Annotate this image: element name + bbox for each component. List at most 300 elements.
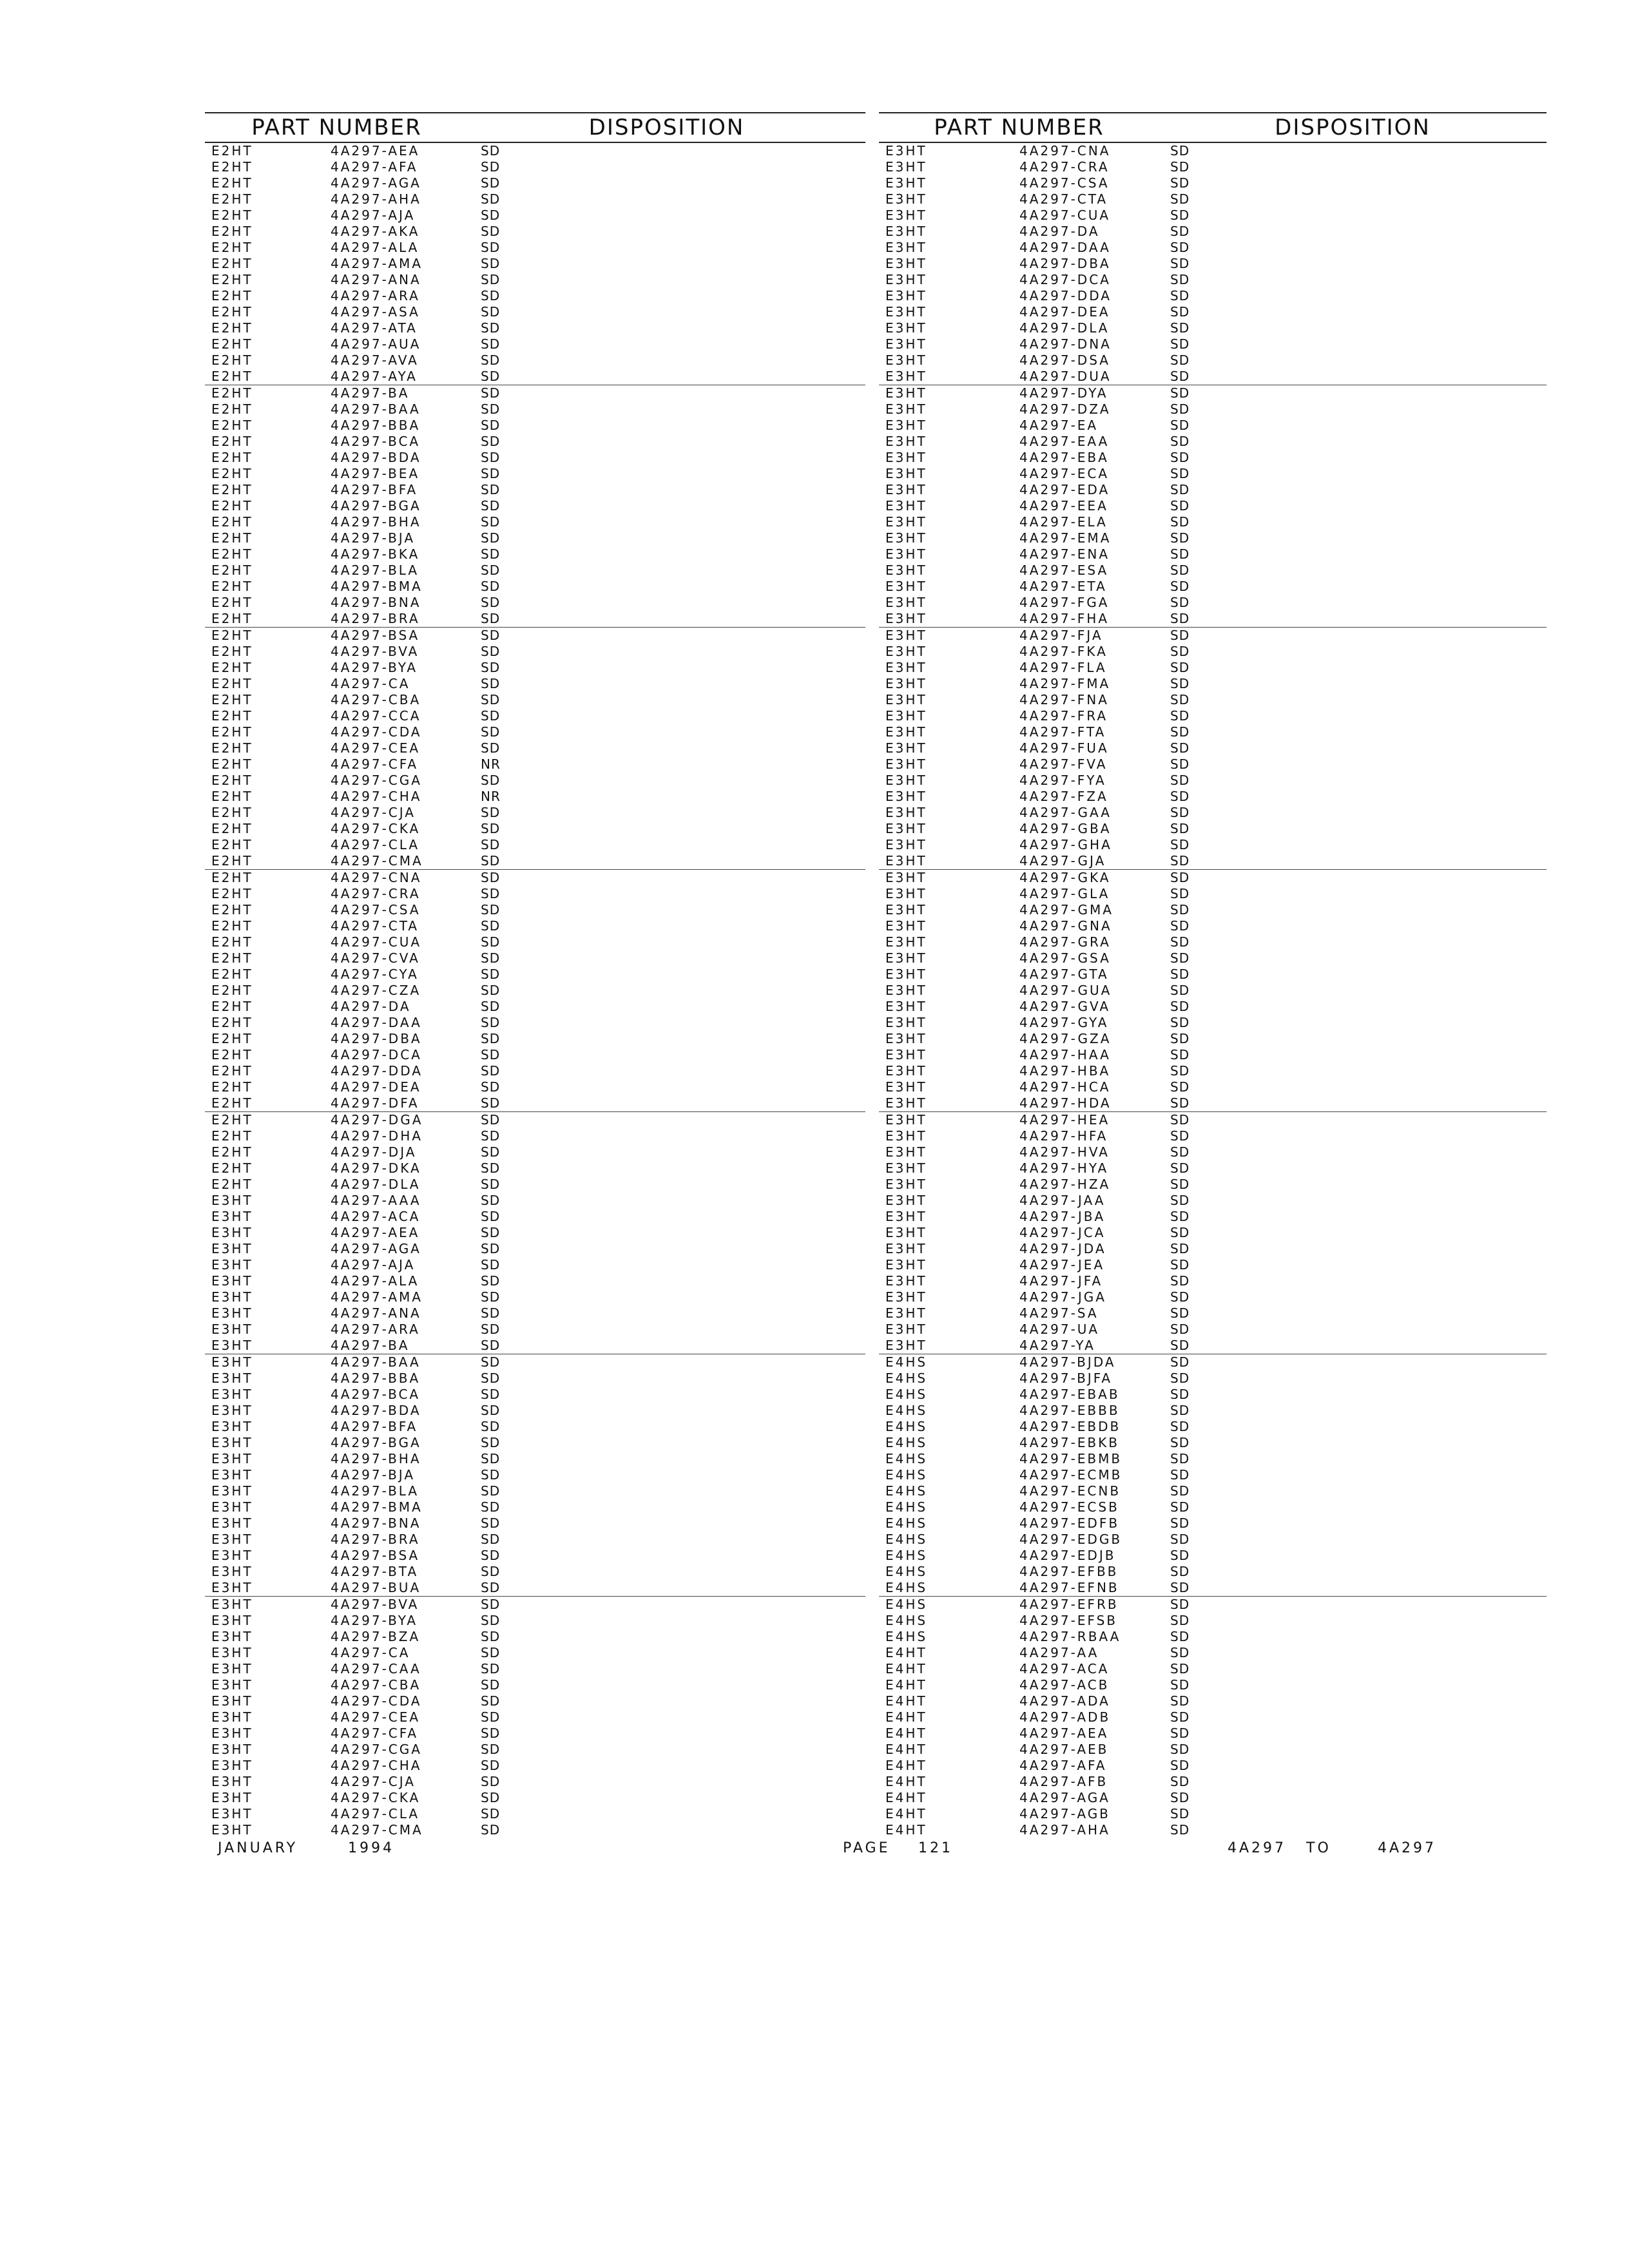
table-row [205,272,865,288]
table-row [879,159,1547,175]
part-number-cell: 4A297-JEA [1019,1257,1105,1273]
disposition-cell: SD [1170,1257,1190,1273]
disposition-cell: SD [1170,1095,1190,1111]
part-number-cell: 4A297-CKA [331,821,421,836]
table-row [879,692,1547,708]
disposition-cell: SD [481,466,501,481]
table-row [879,934,1547,950]
table-row [205,579,865,595]
disposition-cell: SD [1170,789,1190,804]
prefix-cell: E3HT [885,821,927,836]
table-row [205,1128,865,1144]
disposition-cell: SD [481,870,501,885]
part-number-cell: 4A297-GSA [1019,950,1111,966]
disposition-cell: SD [481,562,501,578]
disposition-cell: SD [1170,336,1190,352]
part-number-cell: 4A297-BFA [331,482,418,497]
disposition-cell: SD [481,191,501,207]
table-row [205,1112,865,1128]
table-row [205,595,865,611]
part-number-cell: 4A297-AEA [331,143,420,159]
part-number-cell: 4A297-BCA [331,434,421,449]
part-number-cell: 4A297-DFA [331,1095,419,1111]
part-number-cell: 4A297-AEA [1019,1725,1109,1741]
table-row [879,611,1547,628]
table-row [205,418,865,434]
part-number-cell: 4A297-BDA [331,450,421,465]
table-row [879,272,1547,288]
disposition-cell: SD [481,418,501,433]
prefix-cell: E2HT [211,369,253,384]
disposition-cell: SD [481,611,501,626]
footer-date-month: JANUARY [218,1840,298,1856]
table-row [205,207,865,224]
disposition-cell: SD [1170,143,1190,159]
table-row [205,336,865,352]
prefix-cell: E3HT [885,240,927,255]
disposition-cell: SD [1170,1063,1190,1079]
prefix-cell: E3HT [885,1338,927,1353]
prefix-cell: E3HT [885,434,927,449]
table-row [879,1806,1547,1822]
table-row [205,240,865,256]
part-number-cell: 4A297-CRA [1019,159,1110,175]
part-number-cell: 4A297-ATA [331,320,418,336]
part-number-cell: 4A297-CUA [1019,207,1111,223]
part-number-cell: 4A297-EMA [1019,530,1112,546]
prefix-cell: E3HT [211,1257,253,1273]
table-row [879,1063,1547,1079]
part-number-cell: 4A297-CBA [331,1677,421,1693]
disposition-cell: SD [481,1580,501,1595]
part-number-cell: 4A297-GAA [1019,805,1112,820]
part-number-cell: 4A297-EDA [1019,482,1110,497]
part-number-cell: 4A297-CDA [331,724,422,740]
disposition-cell: SD [1170,1499,1190,1515]
prefix-cell: E3HT [211,1515,253,1531]
disposition-cell: SD [481,498,501,514]
table-row [205,1387,865,1403]
prefix-cell: E2HT [211,256,253,271]
part-number-cell: 4A297-EFRB [1019,1597,1119,1612]
prefix-cell: E4HT [885,1677,927,1693]
disposition-cell: SD [481,207,501,223]
disposition-cell: SD [1170,1015,1190,1030]
disposition-cell: SD [1170,611,1190,626]
disposition-cell: SD [481,1144,501,1160]
table-row [205,853,865,870]
disposition-cell: SD [481,1257,501,1273]
part-number-cell: 4A297-DYA [1019,385,1108,401]
disposition-cell: SD [1170,272,1190,287]
part-number-cell: 4A297-EFSB [1019,1613,1118,1628]
prefix-cell: E3HT [885,1289,927,1305]
table-row [879,1515,1547,1532]
part-number-cell: 4A297-BCA [331,1387,421,1402]
disposition-cell: SD [1170,224,1190,239]
disposition-cell: SD [1170,304,1190,320]
part-number-cell: 4A297-FHA [1019,611,1110,626]
part-number-cell: 4A297-EDFB [1019,1515,1120,1531]
part-number-cell: 4A297-GHA [1019,837,1112,852]
prefix-cell: E4HS [885,1564,928,1579]
disposition-cell: SD [481,1338,501,1353]
disposition-cell: SD [1170,644,1190,659]
part-number-cell: 4A297-GKA [1019,870,1111,885]
prefix-cell: E3HT [885,805,927,820]
footer-date-year: 1994 [348,1840,394,1856]
table-row [879,724,1547,740]
part-number-cell: 4A297-AKA [331,224,420,239]
table-row [879,756,1547,773]
part-number-cell: 4A297-GUA [1019,983,1112,998]
table-row [205,562,865,579]
table-row [879,1047,1547,1063]
part-number-cell: 4A297-GTA [1019,966,1109,982]
table-row [205,1273,865,1289]
prefix-cell: E3HT [211,1499,253,1515]
prefix-cell: E2HT [211,1047,253,1062]
part-number-cell: 4A297-BRA [331,611,420,626]
disposition-cell: SD [1170,966,1190,982]
disposition-cell: SD [1170,1387,1190,1402]
table-row [879,385,1547,401]
disposition-cell: SD [1170,434,1190,449]
table-row [205,886,865,902]
prefix-cell: E2HT [211,1079,253,1095]
disposition-cell: SD [1170,191,1190,207]
disposition-cell: SD [1170,482,1190,497]
prefix-cell: E3HT [885,1177,927,1192]
prefix-cell: E2HT [211,983,253,998]
disposition-header: DISPOSITION [1275,115,1431,140]
disposition-cell: SD [1170,1661,1190,1677]
part-number-cell: 4A297-ELA [1019,514,1108,530]
disposition-cell: SD [1170,918,1190,934]
part-number-cell: 4A297-AA [1019,1645,1099,1660]
disposition-cell: SD [1170,1241,1190,1256]
prefix-cell: E4HS [885,1629,928,1644]
table-row [879,1758,1547,1774]
disposition-cell: SD [1170,1031,1190,1046]
table-row [205,1144,865,1160]
prefix-cell: E2HT [211,514,253,530]
disposition-cell: SD [1170,1725,1190,1741]
prefix-cell: E2HT [211,434,253,449]
table-row [205,1532,865,1548]
disposition-cell: SD [1170,1160,1190,1176]
disposition-cell: SD [481,304,501,320]
prefix-cell: E3HT [211,1435,253,1450]
disposition-cell: SD [1170,1580,1190,1595]
prefix-cell: E3HT [885,870,927,885]
disposition-cell: SD [1170,1370,1190,1386]
prefix-cell: E3HT [885,256,927,271]
part-number-header: PART NUMBER [251,115,422,140]
disposition-cell: SD [481,1241,501,1256]
prefix-cell: E3HT [885,450,927,465]
prefix-cell: E3HT [885,466,927,481]
disposition-cell: SD [1170,1354,1190,1370]
footer-page-number: 121 [918,1840,953,1856]
table-row [879,1387,1547,1403]
prefix-cell: E4HS [885,1435,928,1450]
prefix-cell: E3HT [211,1305,253,1321]
disposition-cell: SD [481,1758,501,1773]
table-row [205,628,865,644]
part-number-cell: 4A297-CAA [331,1661,421,1677]
disposition-cell: SD [481,224,501,239]
prefix-cell: E4HT [885,1645,927,1660]
prefix-cell: E4HS [885,1403,928,1418]
disposition-cell: SD [481,918,501,934]
prefix-cell: E3HT [885,773,927,788]
part-number-cell: 4A297-JFA [1019,1273,1103,1289]
table-row [205,1677,865,1693]
prefix-cell: E3HT [885,1015,927,1030]
prefix-cell: E2HT [211,628,253,643]
table-row [879,821,1547,837]
table-row [879,1095,1547,1112]
part-number-cell: 4A297-AAA [331,1193,421,1208]
prefix-cell: E2HT [211,320,253,336]
table-row [205,466,865,482]
part-number-cell: 4A297-BFA [331,1419,418,1434]
part-number-cell: 4A297-AFA [1019,1758,1107,1773]
prefix-cell: E3HT [885,853,927,869]
part-number-cell: 4A297-HZA [1019,1177,1111,1192]
part-number-cell: 4A297-EEA [1019,498,1108,514]
part-number-cell: 4A297-CYA [331,966,419,982]
part-number-cell: 4A297-ACA [1019,1661,1110,1677]
disposition-cell: SD [481,1112,501,1128]
table-row [879,1257,1547,1273]
table-row [879,773,1547,789]
part-number-cell: 4A297-CDA [331,1693,422,1709]
part-number-cell: 4A297-EBA [1019,450,1109,465]
table-row [879,320,1547,336]
prefix-cell: E3HT [211,1548,253,1563]
part-number-cell: 4A297-BDA [331,1403,421,1418]
table-row [879,1177,1547,1193]
disposition-cell: SD [1170,724,1190,740]
disposition-cell: SD [1170,1451,1190,1466]
prefix-cell: E3HT [885,837,927,852]
prefix-cell: E3HT [211,1709,253,1725]
disposition-cell: SD [481,1725,501,1741]
prefix-cell: E2HT [211,773,253,788]
disposition-cell: SD [481,692,501,707]
part-number-cell: 4A297-BA [331,1338,410,1353]
table-row [205,352,865,369]
prefix-cell: E3HT [211,1532,253,1547]
disposition-cell: SD [1170,401,1190,417]
table-row [205,450,865,466]
table-row [205,1790,865,1806]
disposition-cell: SD [1170,1564,1190,1579]
disposition-cell: SD [481,1128,501,1144]
prefix-cell: E3HT [885,304,927,320]
disposition-cell: SD [481,1209,501,1224]
disposition-cell: SD [1170,1193,1190,1208]
prefix-cell: E2HT [211,902,253,918]
table-row [879,886,1547,902]
table-row [205,1403,865,1419]
disposition-cell: SD [1170,256,1190,271]
prefix-cell: E3HT [885,207,927,223]
part-number-cell: 4A297-GJA [1019,853,1106,869]
table-row [879,1354,1547,1370]
prefix-cell: E3HT [885,352,927,368]
part-number-cell: 4A297-ACA [331,1209,421,1224]
prefix-cell: E3HT [885,1160,927,1176]
table-row [205,660,865,676]
disposition-cell: SD [1170,1677,1190,1693]
part-number-cell: 4A297-DA [1019,224,1100,239]
part-number-cell: 4A297-BSA [331,628,420,643]
disposition-cell: SD [481,1661,501,1677]
prefix-cell: E4HS [885,1597,928,1612]
prefix-cell: E3HT [885,983,927,998]
prefix-cell: E3HT [885,369,927,384]
disposition-cell: SD [1170,1515,1190,1531]
table-row [205,708,865,724]
disposition-cell: SD [1170,418,1190,433]
table-row [879,902,1547,918]
disposition-cell: SD [481,902,501,918]
part-number-cell: 4A297-CJA [331,805,416,820]
prefix-cell: E2HT [211,870,253,885]
table-row [205,966,865,983]
table-row [205,1241,865,1257]
table-row [205,1483,865,1499]
prefix-cell: E3HT [885,628,927,643]
disposition-cell: SD [1170,1435,1190,1450]
disposition-cell: SD [481,853,501,869]
disposition-cell: SD [481,1629,501,1644]
part-number-cell: 4A297-CA [331,1645,410,1660]
table-row [879,870,1547,886]
table-row [205,1515,865,1532]
table-row [879,983,1547,999]
part-number-cell: 4A297-BLA [331,562,419,578]
prefix-cell: E2HT [211,1160,253,1176]
table-row [879,352,1547,369]
part-number-cell: 4A297-BBA [331,1370,421,1386]
prefix-cell: E3HT [211,1451,253,1466]
disposition-cell: SD [481,1532,501,1547]
part-number-cell: 4A297-JBA [1019,1209,1106,1224]
disposition-cell: SD [1170,175,1190,191]
part-number-cell: 4A297-AEB [1019,1742,1109,1757]
disposition-cell: SD [481,1548,501,1563]
table-row [879,1209,1547,1225]
prefix-cell: E2HT [211,288,253,303]
part-number-cell: 4A297-ALA [331,1273,419,1289]
prefix-cell: E2HT [211,385,253,401]
disposition-cell: SD [481,1079,501,1095]
disposition-cell: SD [1170,1822,1190,1838]
table-row [205,805,865,821]
disposition-cell: SD [481,708,501,724]
table-row [205,256,865,272]
table-row [205,1693,865,1709]
prefix-cell: E3HT [885,708,927,724]
table-row [879,418,1547,434]
table-row [879,288,1547,304]
disposition-cell: SD [1170,595,1190,610]
part-number-cell: 4A297-ECMB [1019,1467,1123,1483]
table-row [205,1661,865,1677]
table-row [879,369,1547,385]
prefix-cell: E3HT [211,1370,253,1386]
part-number-cell: 4A297-AJA [331,207,416,223]
prefix-cell: E3HT [211,1677,253,1693]
prefix-cell: E3HT [211,1387,253,1402]
table-row [205,1257,865,1273]
table-row [205,1225,865,1241]
disposition-cell: SD [1170,1790,1190,1805]
disposition-cell: SD [1170,773,1190,788]
part-number-cell: 4A297-ESA [1019,562,1109,578]
disposition-cell: SD [481,482,501,497]
disposition-cell: SD [1170,1483,1190,1499]
prefix-cell: E3HT [885,1063,927,1079]
prefix-cell: E3HT [211,1645,253,1660]
prefix-cell: E4HS [885,1548,928,1563]
part-number-cell: 4A297-UA [1019,1321,1100,1337]
disposition-cell: SD [1170,514,1190,530]
disposition-cell: SD [481,1321,501,1337]
part-number-cell: 4A297-DBA [331,1031,422,1046]
prefix-cell: E3HT [885,1112,927,1128]
table-row [879,450,1547,466]
part-number-cell: 4A297-GYA [1019,1015,1109,1030]
disposition-cell: SD [1170,1128,1190,1144]
table-row [205,1645,865,1661]
prefix-cell: E2HT [211,546,253,562]
table-row [205,1177,865,1193]
table-row [205,1597,865,1613]
prefix-cell: E4HS [885,1483,928,1499]
prefix-cell: E3HT [885,530,927,546]
table-row [205,1499,865,1515]
part-number-cell: 4A297-FNA [1019,692,1109,707]
disposition-cell: SD [481,1387,501,1402]
table-row [205,369,865,385]
part-number-cell: 4A297-AYA [331,369,418,384]
prefix-cell: E2HT [211,143,253,159]
part-number-cell: 4A297-AGA [1019,1790,1110,1805]
disposition-cell: SD [481,1483,501,1499]
prefix-cell: E2HT [211,644,253,659]
part-number-cell: 4A297-DKA [331,1160,421,1176]
part-number-cell: 4A297-DCA [1019,272,1111,287]
part-number-cell: 4A297-HBA [1019,1063,1111,1079]
prefix-cell: E2HT [211,579,253,594]
part-number-cell: 4A297-BJA [331,1467,416,1483]
part-number-cell: 4A297-ASA [331,304,420,320]
table-row [879,1144,1547,1160]
table-row [879,207,1547,224]
part-number-cell: 4A297-EBBB [1019,1403,1120,1418]
part-number-cell: 4A297-BLA [331,1483,419,1499]
table-row [205,1031,865,1047]
table-row [205,740,865,756]
table-row [879,1015,1547,1031]
prefix-cell: E4HT [885,1709,927,1725]
table-row [879,805,1547,821]
